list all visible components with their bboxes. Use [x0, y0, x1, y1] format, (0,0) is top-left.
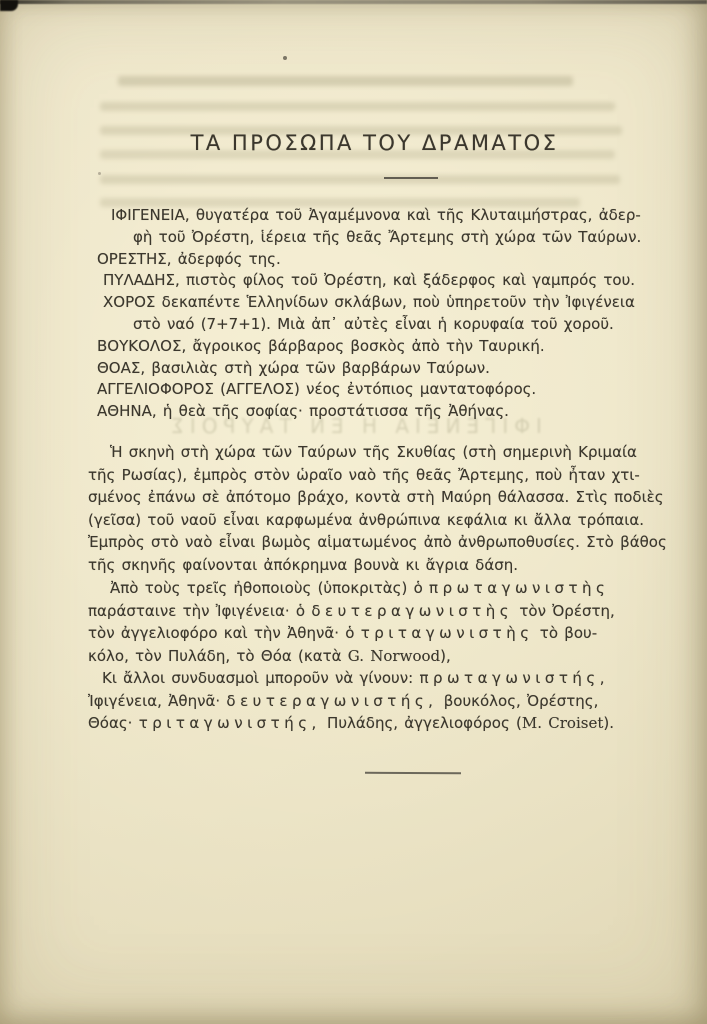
text-segment: δευτεραγωνιστὴς — [311, 601, 514, 620]
text-line — [97, 292, 642, 314]
text-line — [88, 667, 633, 690]
text-segment: ΑΓΓΕΛΙΟΦΟΡΟΣ (ΑΓΓΕΛΟΣ) νέος ἐντόπιος μαντατοφόρος. — [97, 380, 537, 399]
text-segment: τριταγωνιστὴς — [360, 624, 534, 642]
text-segment: M. Croiset — [521, 714, 604, 732]
text-segment: τὸ βου- — [533, 624, 598, 642]
text-line — [88, 464, 640, 487]
show-through-smudge — [118, 76, 573, 86]
text-segment: ΒΟΥΚΟΛΟΣ, ἄγροικος βάρβαρος βοσκὸς ἀπὸ τὴν Ταυρική. — [97, 336, 545, 355]
text-segment: ΟΡΕΣΤΗΣ, ἀδερφός της. — [97, 249, 281, 268]
text-line — [97, 227, 642, 249]
text-segment: πρωταγωνιστής, — [419, 669, 609, 687]
scan-top-edge — [0, 0, 707, 4]
text-segment: κόλο, τὸν Πυλάδη, τὸ Θόα (κατὰ — [88, 646, 348, 665]
text-segment: τὸν ἀγγελιοφόρο καὶ τὴν Ἀθηνᾶ· ὁ — [88, 624, 361, 642]
text-segment: ΑΘΗΝΑ, ἡ θεὰ τῆς σοφίας· προστάτισσα τῆς Ἀθήνας. — [97, 402, 509, 421]
text-segment: Ἐμπρὸς στὸ ναὸ εἶναι βωμὸς αἱματωμένος ἀπὸ ἀνθρωποθυσίες. Στὸ βάθος — [88, 533, 667, 551]
text-segment: τῆς Ρωσίας), ἐμπρὸς στὸν ὡραῖο ναὸ τῆς θεᾶς Ἄρτεμης, ποὺ ἦταν χτι- — [88, 465, 640, 484]
text-segment: ), — [440, 646, 451, 665]
text-segment: Θόας· — [88, 714, 139, 732]
text-segment: ). — [603, 714, 614, 732]
scene-description-paragraph — [88, 441, 667, 576]
text-line — [97, 358, 642, 380]
text-segment: G. Norwood — [347, 646, 441, 665]
text-segment: τῆς σκηνῆς φαίνονται ἀπόκρημνα βουνὰ κι ἄγρια δάση. — [88, 555, 519, 574]
text-line — [97, 314, 642, 336]
text-line — [88, 531, 667, 554]
ink-speck — [283, 56, 287, 60]
text-segment: βουκόλος, Ὀρέστης, — [437, 691, 599, 710]
text-segment: φὴ τοῦ Ὀρέστη, ἱέρεια τῆς θεᾶς Ἄρτεμης στὴ χώρα τῶν Ταύρων. — [133, 227, 642, 246]
scan-corner-mark — [0, 0, 18, 11]
text-segment: σμένος ἐπάνω σὲ ἀπότομο βράχο, κοντὰ στὴ Μαύρη θάλασσα. Στὶς ποδιὲς — [88, 488, 664, 506]
text-line — [88, 645, 633, 668]
text-segment: ΘΟΑΣ, βασιλιὰς στὴ χώρα τῶν βαρβάρων Ταύρων. — [97, 358, 490, 377]
text-segment: δευτεραγωνιστής, — [226, 691, 438, 710]
text-line — [88, 622, 633, 645]
text-segment: πρωταγωνιστὴς — [429, 579, 610, 597]
actor-roles-paragraph — [88, 577, 633, 735]
text-segment: Ἀπὸ τοὺς τρεῖς ἠθοποιοὺς (ὑποκριτὰς) ὁ — [110, 579, 430, 597]
text-segment: Ἰφιγένεια, Ἀθηνᾶ· — [88, 691, 227, 710]
text-line — [88, 441, 637, 464]
show-through-mirrored-title: ΙΦΙΓΕΝΕΙΑ Η ΕΝ ΤΑΥΡΟΙΣ — [165, 414, 542, 438]
show-through-smudge — [100, 102, 615, 111]
text-line — [88, 509, 645, 532]
text-segment: τριταγωνιστής, — [138, 714, 321, 732]
text-line — [88, 486, 664, 509]
text-line — [88, 712, 633, 735]
cast-list — [97, 205, 642, 423]
text-line — [88, 577, 633, 600]
text-line — [88, 600, 633, 623]
text-line — [97, 336, 642, 358]
page-title: ΤΑ ΠΡΟΣΩΠΑ ΤΟΥ ΔΡΑΜΑΤΟΣ — [190, 131, 559, 155]
text-segment: Ἡ σκηνὴ στὴ χώρα τῶν Ταύρων τῆς Σκυθίας (στὴ σημερινὴ Κριμαία — [110, 443, 637, 461]
text-line — [97, 270, 642, 292]
text-segment: παράσταινε τὴν Ἰφιγένεια· ὁ — [88, 601, 312, 620]
text-segment: Πυλάδης, ἀγγελιοφόρος ( — [320, 714, 522, 732]
text-segment: (γεῖσα) τοῦ ναοῦ εἶναι καρφωμένα ἀνθρώπινα κεφάλια κι ἄλλα τρόπαια. — [88, 510, 645, 529]
text-segment: τὸν Ὀρέστη, — [513, 601, 615, 620]
text-segment: ΠΥΛΑΔΗΣ, πιστὸς φίλος τοῦ Ὀρέστη, καὶ ξάδερφος καὶ γαμπρός του. — [103, 271, 636, 290]
show-through-smudge — [100, 175, 620, 184]
text-line — [97, 205, 642, 227]
text-line — [88, 690, 633, 713]
text-segment: Κι ἄλλοι συνδυασμοὶ μποροῦν νὰ γίνουν: — [102, 669, 420, 687]
text-segment: ΧΟΡΟΣ δεκαπέντε Ἑλληνίδων σκλάβων, ποὺ ὑπηρετοῦν τὴν Ἰφιγένεια — [103, 293, 635, 312]
text-line — [97, 249, 642, 271]
text-line — [97, 401, 642, 423]
text-segment: στὸ ναό (7+7+1). Μιὰ ἀπ᾽ αὐτὲς εἶναι ἡ κορυφαία τοῦ χοροῦ. — [133, 314, 614, 333]
text-line — [88, 554, 633, 577]
title-divider-rule — [384, 177, 438, 179]
text-line — [97, 379, 642, 401]
section-end-rule — [365, 772, 461, 774]
text-segment: ΙΦΙΓΕΝΕΙΑ, θυγατέρα τοῦ Ἀγαμέμνονα καὶ τῆς Κλυταιμήστρας, ἀδερ- — [111, 206, 641, 224]
